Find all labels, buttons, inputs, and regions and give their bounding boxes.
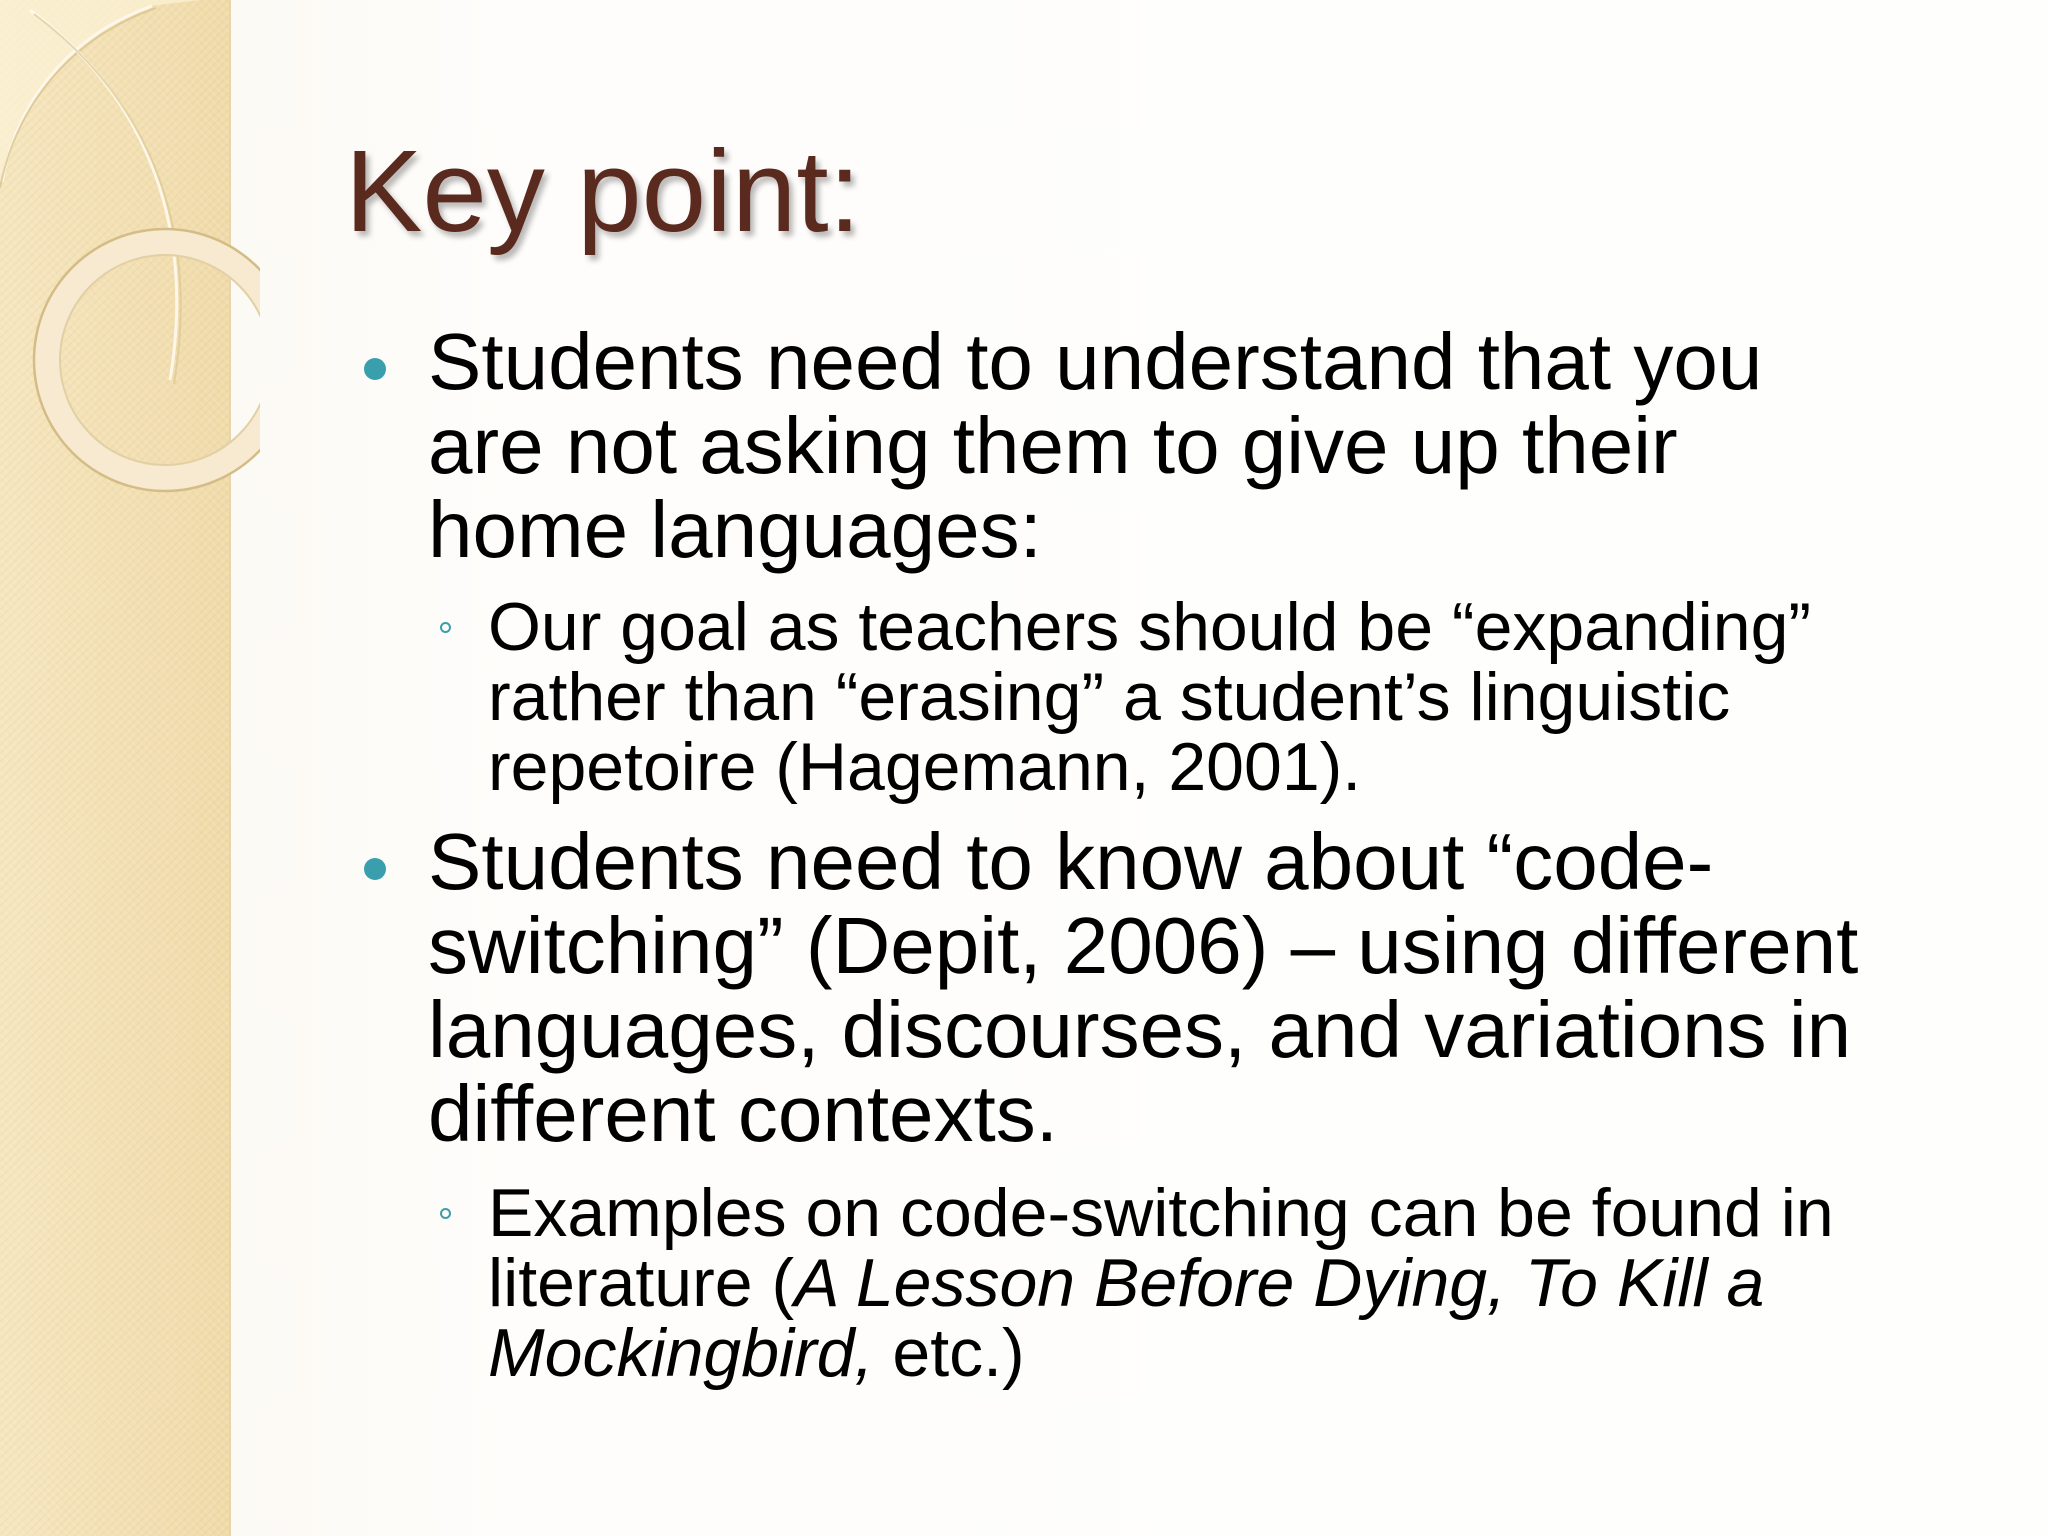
sub-bullet-1-line-3: repetoire (Hagemann, 2001). [488,729,1362,805]
bullet-2-line-3: languages, discourses, and variations in [428,985,1852,1074]
sub-bullet-item-2 [360,1175,2000,1391]
bullet-item-2 [360,817,2000,1158]
book-title-italic: Mockingbird, [488,1315,874,1391]
bullet-dot-icon [364,358,386,380]
bullet-1-line-2: are not asking them to give up their [428,401,1678,490]
sub-bullet-item-1 [360,589,2000,805]
slide-title: Key point: [345,126,861,256]
sub-bullet-ring-icon [440,1208,451,1219]
sub-bullet-2-prefix: literature ( [488,1245,795,1321]
sub-bullet-ring-icon [440,622,451,633]
bullet-2-line-1: Students need to know about “code- [428,817,1714,906]
book-titles-italic: A Lesson Before Dying, To Kill a [794,1245,1765,1321]
sub-bullet-2-line-3 [488,1315,2000,1391]
bullet-dot-icon [364,858,386,880]
sub-bullet-2-line-1: Examples on code-switching can be found in [488,1175,1834,1251]
bullet-item-1 [360,317,2000,574]
bullet-1-line-1: Students need to understand that you [428,317,1763,406]
bullet-1-line-3: home languages: [428,485,1042,574]
slide-body [360,317,2000,1391]
sub-bullet-2-suffix: etc.) [873,1315,1025,1391]
sub-bullet-1-line-2: rather than “erasing” a student’s linguistic [488,659,1731,735]
decorative-rings-graphic [0,0,260,520]
bullet-2-line-2: switching” (Depit, 2006) – using different [428,901,1859,990]
sub-bullet-1-line-1: Our goal as teachers should be “expanding” [488,589,1812,665]
bullet-2-line-4: different contexts. [428,1069,1058,1158]
sub-bullet-2-line-2 [488,1245,2000,1321]
